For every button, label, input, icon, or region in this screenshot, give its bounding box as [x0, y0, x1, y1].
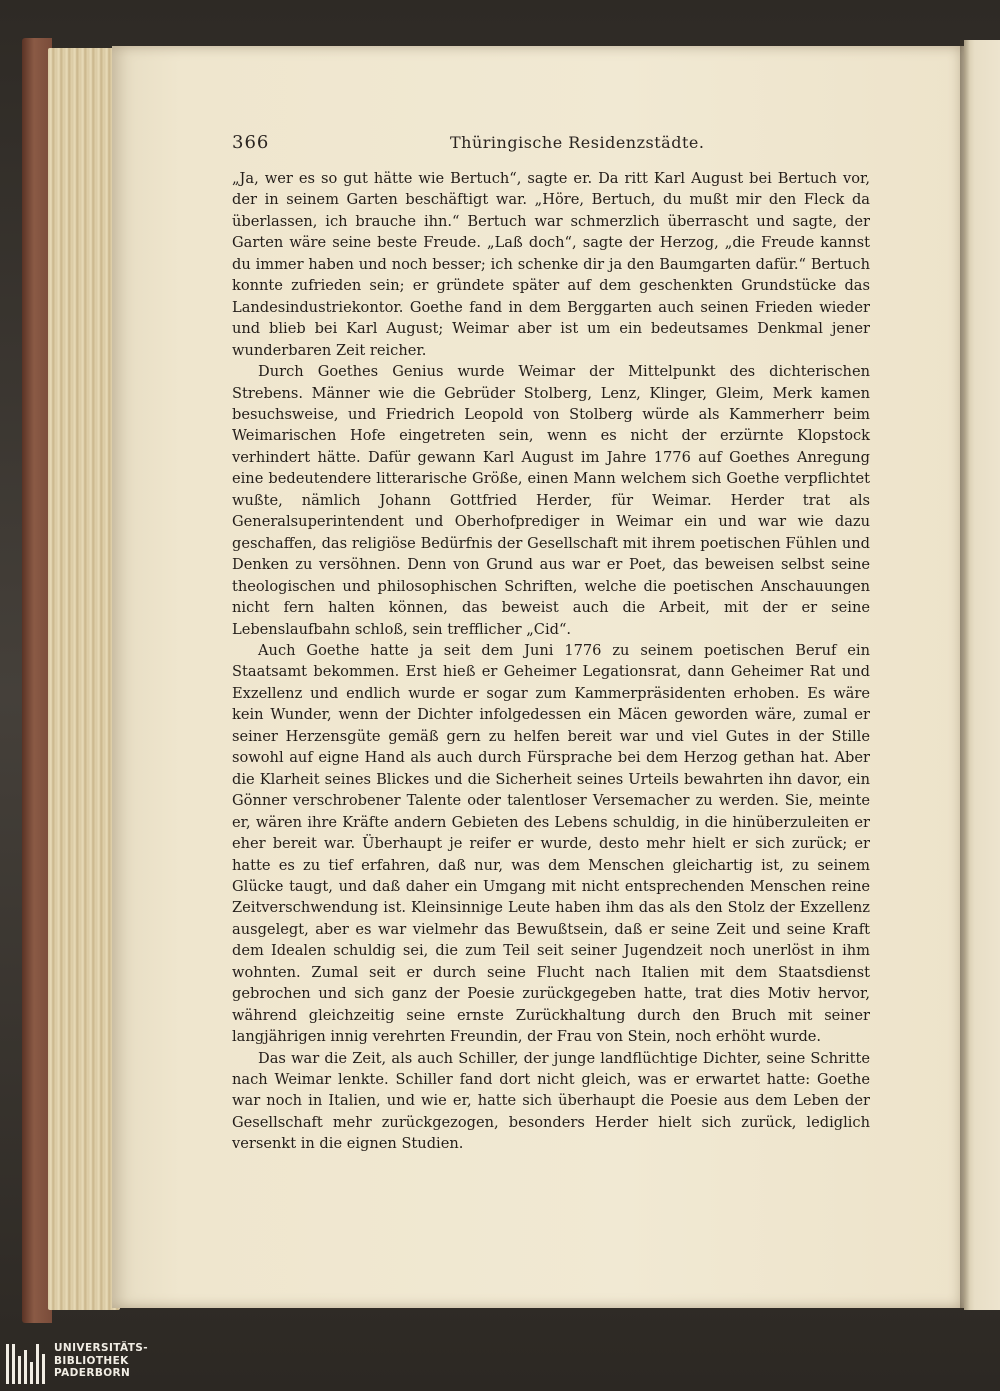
page-stack-edges [48, 48, 120, 1310]
gutter-shadow [960, 40, 970, 1310]
running-title: Thüringische Residenzstädte. [450, 133, 705, 152]
library-logo-text: UNIVERSITÄTS- BIBLIOTHEK PADERBORN [54, 1342, 149, 1379]
library-logo [6, 1342, 176, 1386]
paragraph: „Ja, wer es so gut hätte wie Bertuch“, sagte er. Da ritt Karl August bei Bertuch vor, der in seinem Garten beschäftigt war. „Höre, Bertuch, du mußt mir den Fleck da überlassen, ich brauche ihn.“ Bertuch war schmerzlich überrascht und sagte, der Garten wäre seine beste Freude. „Laß doch“, sagte der Herzog, „die Freude kannst du immer haben und noch besser; ich schenke dir ja den Baumgarten dafür.“ Bertuch konnte zufrieden sein; er gründete später auf dem geschenkten Grundstücke das Landesindustriekontor. Goethe fand in dem Berggarten auch seinen Frieden wieder und blieb bei Karl August; Weimar aber ist um ein bedeutsames Denkmal jener wunderbaren Zeit reicher. [232, 170, 870, 359]
body-text [232, 168, 870, 1155]
page-number: 366 [232, 132, 270, 153]
paragraph: Durch Goethes Genius wurde Weimar der Mittelpunkt des dichterischen Strebens. Männer wie die Gebrüder Stolberg, Lenz, Klinger, Gleim, Merk kamen besuchsweise, und Friedrich Leopold von Stolberg würde als Kammerherr beim Weimarischen Hofe eingetreten sein, wenn es nicht der erzürnte Klopstock verhindert hätte. Dafür gewann Karl August im Jahre 1776 auf Goethes Anregung eine bedeutendere litterarische Größe, einen Mann welchem sich Goethe verpflichtet wußte, nämlich Johann Gottfried Herder, für Weimar. Herder trat als Generalsuperintendent und Oberhofprediger in Weimar ein und war wie dazu geschaffen, das religiöse Bedürfnis der Gesellschaft mit ihrem poetischen Fühlen und Denken zu versöhnen. Denn von Grund aus war er Poet, das beweisen selbst seine theologischen und philosophischen Schriften, welche die poetischen Anschauungen nicht fern halten können, das beweist auch die Arbeit, mit der er seine Lebenslaufbahn schloß, sein trefflicher „Cid“. [232, 363, 870, 638]
paragraph: Auch Goethe hatte ja seit dem Juni 1776 zu seinem poetischen Beruf ein Staatsamt bekommen. Erst hieß er Geheimer Legationsrat, dann Geheimer Rat und Exzellenz und endlich wurde er sogar zum Kammerpräsidenten erhoben. Es wäre kein Wunder, wenn der Dichter infolgedessen ein Mäcen geworden wäre, zumal er seiner Herzensgüte gemäß gern zu helfen bereit war und viel Gutes in der Stille sowohl auf eigne Hand als auch durch Fürsprache bei dem Herzog gethan hat. Aber die Klarheit seines Blickes und die Sicherheit seines Urteils bewahrten ihn davor, ein Gönner verschrobener Talente oder talentloser Versemacher zu werden. Sie, meinte er, wären ihre Kräfte andern Gebieten des Lebens schuldig, in die hinüberzuleiten er eher bereit war. Überhaupt je reifer er wurde, desto mehr hielt er sich zurück; er hatte es zu tief erfahren, daß nur, was dem Menschen gleichartig ist, zu seinem Glücke taugt, und daß daher ein Umgang mit nicht entsprechenden Menschen reine Zeitverschwendung ist. Kleinsinnige Leute haben ihm das als den Stolz der Exzellenz ausgelegt, aber es war vielmehr das Bewußtsein, daß er seine Zeit und seine Kraft dem Idealen schuldig sei, die zum Teil seit seiner Jugendzeit noch unerlöst in ihm wohnten. Zumal seit er durch seine Flucht nach Italien mit dem Staatsdienst gebrochen und sich ganz der Poesie zurückgegeben hatte, trat dies Motiv hervor, während gleichzeitig seine ernste Zurückhaltung durch den Bruch mit seiner langjährigen innig verehrten Freundin, der Frau von Stein, noch erhöht wurde. [232, 641, 870, 1046]
library-logo-bars-icon [6, 1344, 48, 1384]
running-head [232, 132, 872, 156]
paragraph: Das war die Zeit, als auch Schiller, der junge landflüchtige Dichter, seine Schritte nach Weimar lenkte. Schiller fand dort nicht gleich, was er erwartet hatte: Goethe war noch in Italien, und wie er, hatte sich überhaupt die Poesie aus dem Leben der Gesellschaft mehr zurückgezogen, besonders Herder hielt sich zurück, lediglich versenkt in die eignen Studien. [232, 1049, 870, 1153]
